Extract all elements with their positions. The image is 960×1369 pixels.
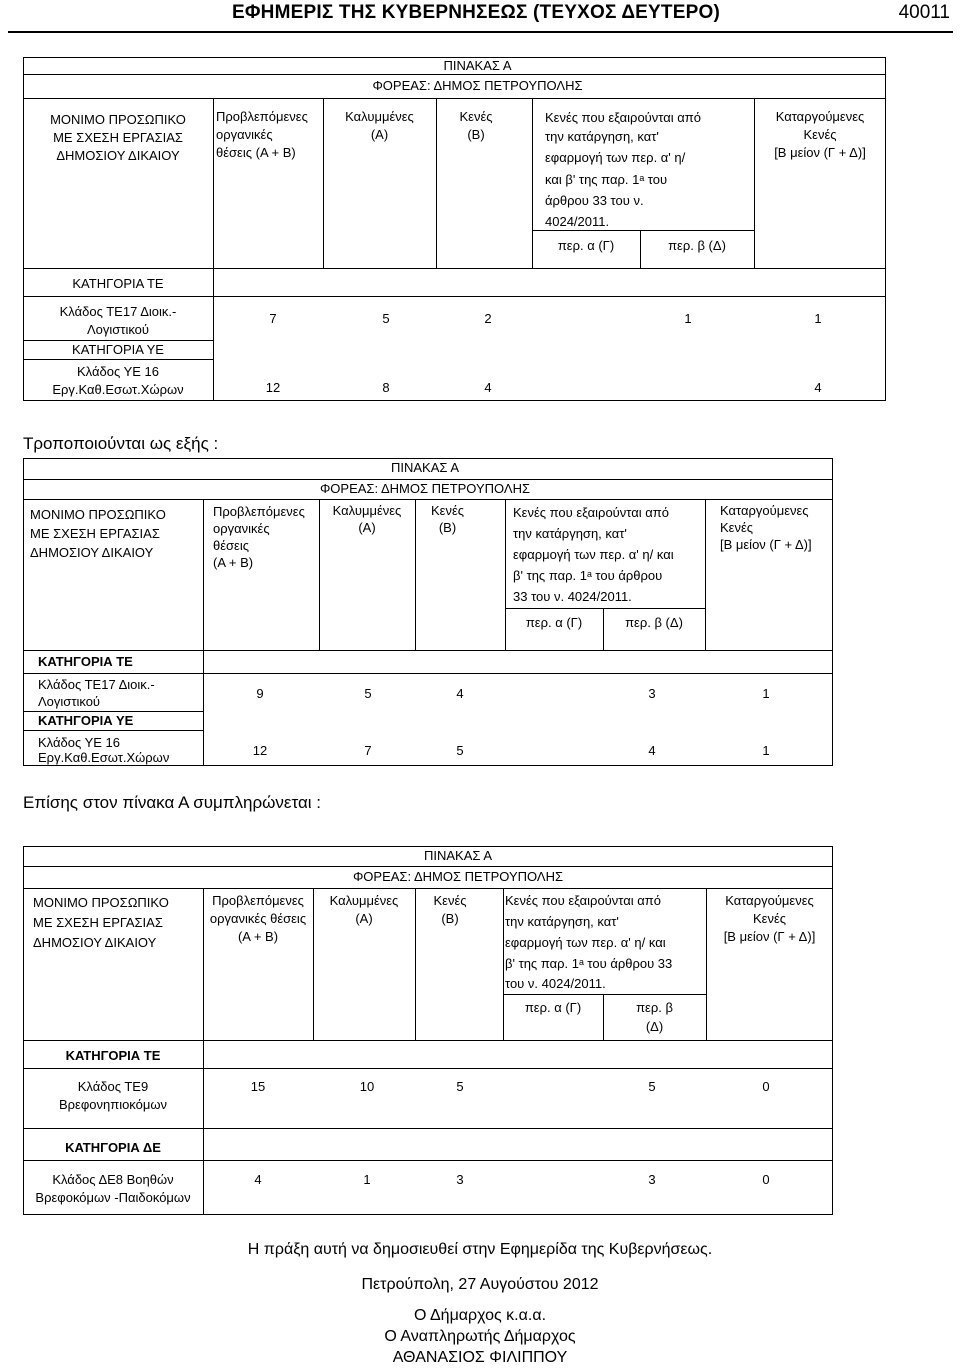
abolished-header: [Β μείον (Γ + Δ)] xyxy=(723,929,816,944)
sub-d-header: περ. β xyxy=(636,1000,673,1015)
table-3-rule xyxy=(23,1160,833,1161)
vacant-value: 5 xyxy=(456,1079,464,1094)
table-3-rule xyxy=(23,888,833,889)
table-2-rule xyxy=(23,711,203,712)
excluded-header: την κατάργηση, κατ' xyxy=(545,129,659,144)
covered-header: (Α) xyxy=(355,911,373,926)
excluded-header: Κενές που εξαιρούνται από xyxy=(513,505,669,520)
category-label: ΚΑΤΗΓΟΡΙΑ ΤΕ xyxy=(65,1048,161,1063)
planned-value: 9 xyxy=(256,686,264,701)
vacant-header: Κενές xyxy=(430,503,465,518)
table-3-rule xyxy=(503,994,706,995)
table-3-rule xyxy=(23,1068,833,1069)
sub-d-value: 3 xyxy=(648,1172,656,1187)
planned-header: οργανικές θέσεις xyxy=(209,911,307,926)
table-2-title: ΠΙΝΑΚΑΣ Α xyxy=(390,460,459,475)
staff-label: ΜΟΝΙΜΟ ΠΡΟΣΩΠΙΚΟ xyxy=(30,507,166,522)
vacant-value: 4 xyxy=(456,686,464,701)
excluded-header: 4024/2011. xyxy=(545,214,610,229)
vacant-header: (Β) xyxy=(441,911,459,926)
branch-label: Κλάδος ΥΕ 16 xyxy=(38,735,121,750)
sub-g-header: περ. α (Γ) xyxy=(524,1000,582,1015)
amendment-note: Τροποποιούνται ως εξής : xyxy=(23,434,219,453)
abolished-value: 1 xyxy=(762,686,770,701)
branch-label: Βρεφοκόμων -Παιδοκόμων xyxy=(35,1190,191,1205)
table-3-rule xyxy=(23,866,833,867)
table-2-col xyxy=(203,499,204,766)
branch-label: Κλάδος ΤΕ17 Διοικ.- xyxy=(59,304,177,319)
vacant-header: Κενές xyxy=(459,109,493,124)
covered-value: 7 xyxy=(364,743,372,758)
table-3-rule xyxy=(23,1128,833,1129)
branch-label: Κλάδος ΔΕ8 Βοηθών xyxy=(52,1172,174,1187)
branch-label: Εργ.Καθ.Εσωτ.Χώρων xyxy=(52,382,184,397)
branch-label: Βρεφονηπιοκόμων xyxy=(58,1097,168,1112)
excluded-header: άρθρου 33 του ν. xyxy=(545,193,644,208)
planned-value: 7 xyxy=(269,311,277,326)
signatory-name: ΑΘΑΝΑΣΙΟΣ ΦΙΛΙΠΠΟΥ xyxy=(392,1349,568,1366)
vacant-value: 4 xyxy=(484,380,492,395)
staff-label: ΔΗΜΟΣΙΟΥ ΔΙΚΑΙΟΥ xyxy=(30,545,154,560)
excluded-header: Κενές που εξαιρούνται από xyxy=(505,893,661,908)
excluded-header: εφαρμογή των περ. α' η/ και xyxy=(513,547,674,562)
excluded-header: 33 του ν. 4024/2011. xyxy=(513,589,632,604)
excluded-header: εφαρμογή των περ. α' η/ και xyxy=(505,935,666,950)
vacant-header: (Β) xyxy=(438,520,457,535)
abolished-value: 1 xyxy=(762,743,770,758)
covered-header: Καλυμμένες xyxy=(332,503,402,518)
staff-label: ΔΗΜΟΣΙΟΥ ΔΙΚΑΙΟΥ xyxy=(33,935,157,950)
covered-header: (Α) xyxy=(358,520,376,535)
covered-header: Καλυμμένες xyxy=(329,893,399,908)
sub-g-header: περ. α (Γ) xyxy=(557,238,615,253)
table-1-rule xyxy=(532,230,754,231)
branch-label: Εργ.Καθ.Εσωτ.Χώρων xyxy=(38,750,170,765)
excluded-header: Κενές που εξαιρούνται από xyxy=(545,110,701,125)
vacant-header: Κενές xyxy=(433,893,467,908)
table-1-rule xyxy=(23,296,886,297)
table-1-entity: ΦΟΡΕΑΣ: ΔΗΜΟΣ ΠΕΤΡΟΥΠΟΛΗΣ xyxy=(372,78,583,93)
place-date: Πετρούπολη, 27 Αυγούστου 2012 xyxy=(361,1276,599,1293)
table-1-rule xyxy=(23,98,886,99)
table-3-title: ΠΙΝΑΚΑΣ Α xyxy=(423,848,492,863)
table-1-rule xyxy=(23,359,213,360)
abolished-value: 0 xyxy=(762,1172,770,1187)
vacant-value: 5 xyxy=(456,743,464,758)
covered-header: Καλυμμένες xyxy=(345,109,414,124)
table-2-col xyxy=(705,499,706,650)
excluded-header: του ν. 4024/2011. xyxy=(505,976,606,991)
branch-label: Κλάδος ΥΕ 16 xyxy=(76,364,159,379)
vacant-header: (Β) xyxy=(467,127,485,142)
table-1-title: ΠΙΝΑΚΑΣ Α xyxy=(443,58,512,73)
sub-d-value: 4 xyxy=(648,743,656,758)
abolished-header: Καταργούμενες xyxy=(775,109,865,124)
staff-label: ΜΕ ΣΧΕΣΗ ΕΡΓΑΣΙΑΣ xyxy=(53,130,183,145)
addition-note: Επίσης στον πίνακα Α συμπληρώνεται : xyxy=(23,793,322,812)
covered-header: (Α) xyxy=(370,127,389,142)
abolished-value: 1 xyxy=(814,311,822,326)
sub-d-value: 5 xyxy=(648,1079,656,1094)
excluded-header: β' της παρ. 1ᵃ του άρθρου 33 xyxy=(505,956,673,971)
excluded-header: εφαρμογή των περ. α' η/ xyxy=(545,150,686,165)
abolished-value: 0 xyxy=(762,1079,770,1094)
abolished-header: Καταργούμενες xyxy=(725,893,814,908)
table-2-rule xyxy=(23,479,833,480)
sub-g-header: περ. α (Γ) xyxy=(525,615,583,630)
sub-d-header: περ. β (Δ) xyxy=(625,615,683,630)
category-label: ΚΑΤΗΓΟΡΙΑ ΔΕ xyxy=(65,1140,161,1155)
covered-value: 5 xyxy=(364,686,372,701)
table-3-col xyxy=(503,888,504,1040)
header-rule xyxy=(8,31,953,33)
sub-d-header: περ. β (Δ) xyxy=(668,238,726,253)
category-label: ΚΑΤΗΓΟΡΙΑ ΥΕ xyxy=(38,713,134,728)
branch-label: Λογιστικού xyxy=(38,694,101,709)
signatory-title: Ο Δήμαρχος κ.α.α. xyxy=(413,1307,547,1324)
planned-header: θέσεις xyxy=(213,538,249,553)
covered-value: 5 xyxy=(382,311,390,326)
covered-value: 8 xyxy=(382,380,390,395)
abolished-value: 4 xyxy=(814,380,822,395)
table-1-rule xyxy=(23,340,213,341)
planned-header: (Α + Β) xyxy=(237,929,279,944)
covered-value: 1 xyxy=(363,1172,371,1187)
abolished-header: Κενές xyxy=(720,520,754,535)
planned-header: Προβλεπόμενες xyxy=(216,109,308,124)
table-3-rule xyxy=(23,1040,833,1041)
branch-label: Κλάδος ΤΕ9 xyxy=(77,1079,149,1094)
excluded-header: την κατάργηση, κατ' xyxy=(513,526,627,541)
table-2-rule xyxy=(23,730,203,731)
planned-header: Προβλεπόμενες xyxy=(212,893,304,908)
planned-header: Προβλεπόμενες xyxy=(213,504,305,519)
planned-value: 15 xyxy=(250,1079,266,1094)
planned-value: 12 xyxy=(252,743,268,758)
branch-label: Λογιστικού xyxy=(86,322,150,337)
planned-header: οργανικές xyxy=(216,127,273,142)
excluded-header: και β' της παρ. 1ᵃ του xyxy=(545,172,668,187)
table-2-rule xyxy=(23,673,833,674)
table-1-rule xyxy=(23,74,886,75)
staff-label: ΜΕ ΣΧΕΣΗ ΕΡΓΑΣΙΑΣ xyxy=(33,915,163,930)
category-label: ΚΑΤΗΓΟΡΙΑ ΥΕ xyxy=(72,342,164,357)
table-1-rule xyxy=(23,268,886,269)
table-2-rule xyxy=(505,608,705,609)
abolished-header: Καταργούμενες xyxy=(720,503,809,518)
covered-value: 10 xyxy=(359,1079,375,1094)
publication-order: Η πράξη αυτή να δημοσιευθεί στην Εφημερίδα της Κυβερνήσεως. xyxy=(247,1241,713,1258)
table-3-entity: ΦΟΡΕΑΣ: ΔΗΜΟΣ ΠΕΤΡΟΥΠΟΛΗΣ xyxy=(352,869,564,884)
staff-label: ΜΕ ΣΧΕΣΗ ΕΡΓΑΣΙΑΣ xyxy=(30,526,160,541)
staff-label: ΜΟΝΙΜΟ ΠΡΟΣΩΠΙΚΟ xyxy=(50,112,186,127)
planned-header: (Α + Β) xyxy=(213,555,254,570)
sub-d-value: 1 xyxy=(684,311,692,326)
page-number: 40011 xyxy=(898,2,950,23)
staff-label: ΔΗΜΟΣΙΟΥ ΔΙΚΑΙΟΥ xyxy=(56,148,180,163)
gazette-title: ΕΦΗΜΕΡΙΣ ΤΗΣ ΚΥΒΕΡΝΗΣΕΩΣ (ΤΕΥΧΟΣ ΔΕΥΤΕΡΟ) xyxy=(232,2,720,23)
abolished-header: [Β μείον (Γ + Δ)] xyxy=(774,145,866,160)
category-label: ΚΑΤΗΓΟΡΙΑ ΤΕ xyxy=(72,276,164,291)
vacant-value: 3 xyxy=(456,1172,464,1187)
table-2-entity: ΦΟΡΕΑΣ: ΔΗΜΟΣ ΠΕΤΡΟΥΠΟΛΗΣ xyxy=(319,481,531,496)
table-1-col xyxy=(213,98,214,401)
sub-d-header: (Δ) xyxy=(645,1019,664,1034)
excluded-header: την κατάργηση, κατ' xyxy=(505,914,619,929)
planned-header: οργανικές xyxy=(213,521,270,536)
abolished-header: Κενές xyxy=(803,127,837,142)
planned-value: 4 xyxy=(254,1172,262,1187)
excluded-header: β' της παρ. 1ᵃ του άρθρου xyxy=(513,568,663,583)
signatory-role: Ο Αναπληρωτής Δήμαρχος xyxy=(384,1328,576,1345)
planned-value: 12 xyxy=(265,380,281,395)
table-2-rule xyxy=(23,650,833,651)
vacant-value: 2 xyxy=(484,311,492,326)
abolished-header: [Β μείον (Γ + Δ)] xyxy=(720,537,812,552)
abolished-header: Κενές xyxy=(752,911,787,926)
category-label: ΚΑΤΗΓΟΡΙΑ ΤΕ xyxy=(38,654,133,669)
planned-header: θέσεις (Α + Β) xyxy=(216,145,296,160)
sub-d-value: 3 xyxy=(648,686,656,701)
staff-label: ΜΟΝΙΜΟ ΠΡΟΣΩΠΙΚΟ xyxy=(33,895,169,910)
table-2-rule xyxy=(23,499,833,500)
branch-label: Κλάδος ΤΕ17 Διοικ.- xyxy=(38,677,155,692)
